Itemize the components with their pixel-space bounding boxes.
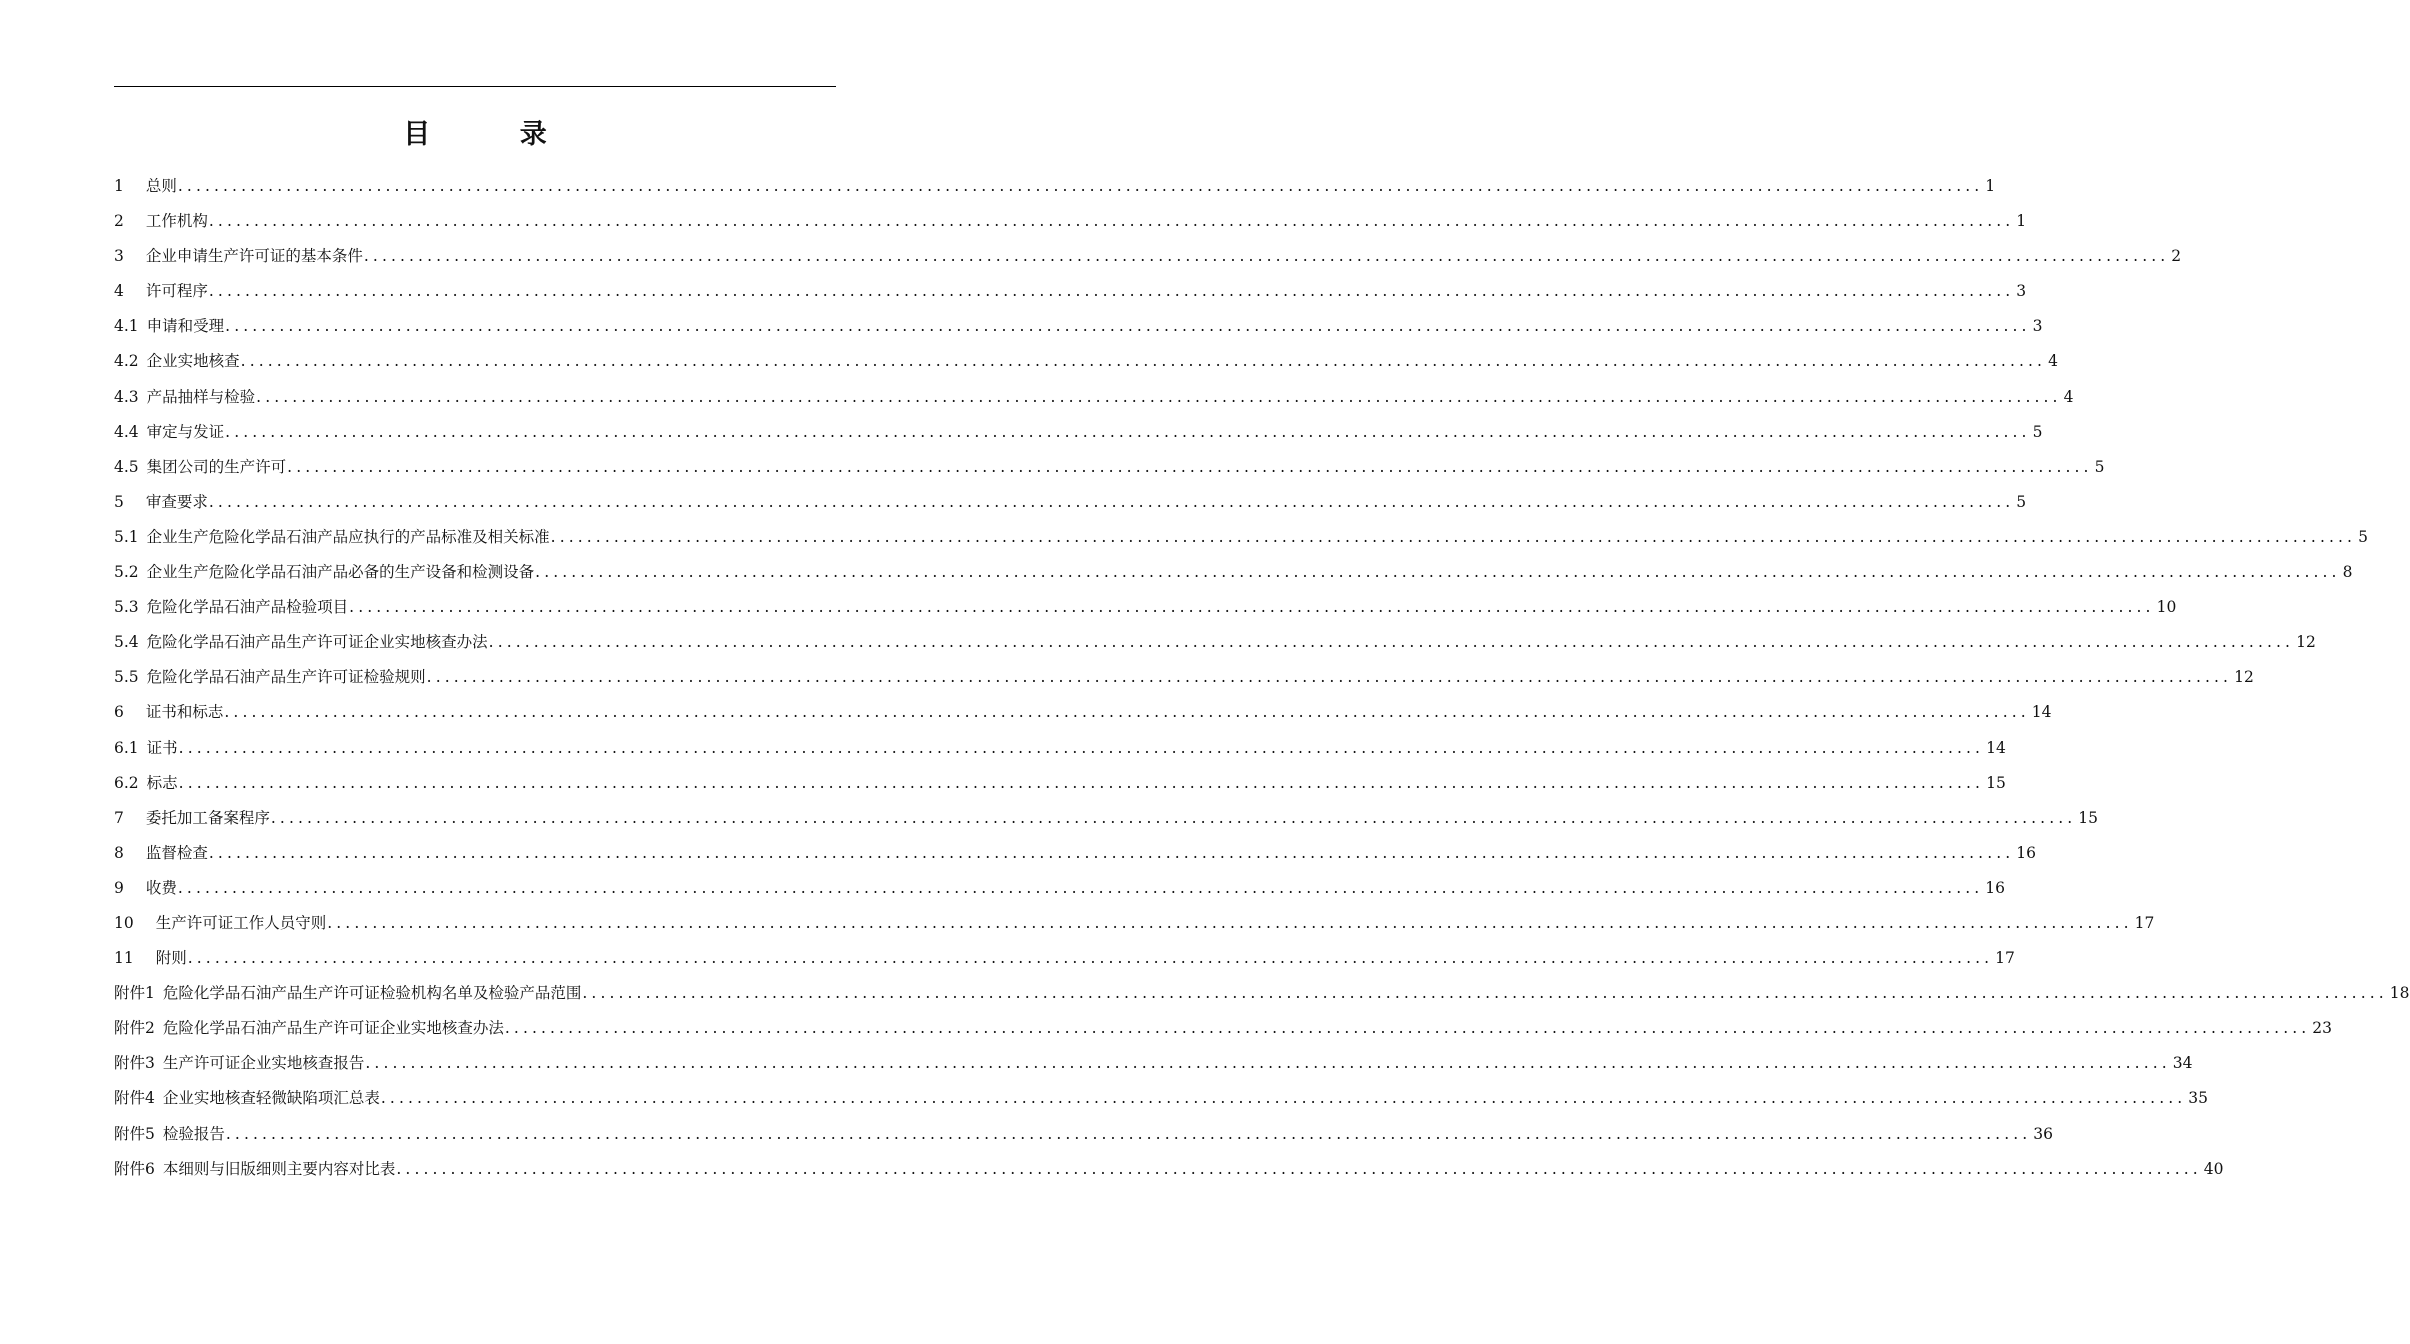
toc-entry-page-number: 3 xyxy=(2016,282,2027,301)
toc-entry[interactable] xyxy=(114,520,2368,555)
toc-entry-page-number: 10 xyxy=(2156,598,2177,617)
dot-leader: ........................................................................................................................................................................................................ xyxy=(178,738,1985,757)
toc-entry-page-number: 36 xyxy=(2033,1124,2054,1143)
toc-entry-page-number: 2 xyxy=(2171,247,2182,266)
toc-entry-number: 4 xyxy=(114,282,124,301)
toc-entry-number: 附件1 xyxy=(114,984,155,1003)
dot-leader: ........................................................................................................................................................................................................ xyxy=(177,878,1984,897)
toc-entry-number: 附件6 xyxy=(114,1159,155,1178)
toc-entry[interactable] xyxy=(114,309,2043,344)
dot-leader: ........................................................................................................................................................................................................ xyxy=(426,668,2233,687)
toc-entry-number: 附件5 xyxy=(114,1124,155,1143)
dot-leader: ........................................................................................................................................................................................................ xyxy=(365,1054,2171,1073)
toc-entry-title: 生产许可证企业实地核查报告 xyxy=(162,1054,365,1073)
toc-entry-title: 危险化学品石油产品生产许可证企业实地核查办法 xyxy=(162,1019,504,1038)
toc-entry[interactable] xyxy=(114,169,1996,204)
toc-entry[interactable] xyxy=(114,941,2015,976)
toc-entry-title: 审查要求 xyxy=(145,492,208,511)
dot-leader: ........................................................................................................................................................................................................ xyxy=(208,282,2015,301)
toc-entry[interactable] xyxy=(114,1117,2054,1152)
toc-entry-page-number: 35 xyxy=(2188,1089,2209,1108)
toc-entry[interactable] xyxy=(114,625,2316,660)
toc-entry[interactable] xyxy=(114,590,2177,625)
dot-leader: ........................................................................................................................................................................................................ xyxy=(178,773,1985,792)
toc-entry-number: 5.4 xyxy=(114,633,139,652)
toc-entry-title: 企业生产危险化学品石油产品应执行的产品标准及相关标准 xyxy=(146,527,550,546)
toc-entry-page-number: 5 xyxy=(2094,457,2105,476)
toc-entry[interactable] xyxy=(114,239,2182,274)
toc-entry[interactable] xyxy=(114,1152,2224,1187)
toc-entry-page-number: 15 xyxy=(2078,808,2099,827)
dot-leader: ........................................................................................................................................................................................................ xyxy=(349,598,2155,617)
toc-entry[interactable] xyxy=(114,344,2058,379)
toc-entry[interactable] xyxy=(114,836,2037,871)
toc-entry-title: 申请和受理 xyxy=(146,317,225,336)
dot-leader: ........................................................................................................................................................................................................ xyxy=(504,1019,2311,1038)
toc-entry-title: 危险化学品石油产品生产许可证检验规则 xyxy=(146,668,426,687)
toc-entry-title: 危险化学品石油产品生产许可证检验机构名单及检验产品范围 xyxy=(162,984,582,1003)
toc-entry-page-number: 16 xyxy=(1985,878,2006,897)
dot-leader: ........................................................................................................................................................................................................ xyxy=(177,177,1984,195)
toc-entry-number: 3 xyxy=(114,247,124,266)
dot-leader: ........................................................................................................................................................................................................ xyxy=(208,843,2015,862)
toc-entry[interactable] xyxy=(114,1011,2333,1046)
toc-entry[interactable] xyxy=(114,555,2353,590)
dot-leader: ........................................................................................................................................................................................................ xyxy=(225,422,2031,441)
toc-entry-page-number: 5 xyxy=(2016,492,2027,511)
dot-leader: ........................................................................................................................................................................................................ xyxy=(550,527,2357,546)
toc-entry-title: 监督检查 xyxy=(145,843,208,862)
toc-entry-page-number: 12 xyxy=(2296,633,2316,652)
dot-leader: ........................................................................................................................................................................................................ xyxy=(240,352,2047,371)
toc-entry-page-number: 17 xyxy=(2134,913,2155,932)
toc-entry-number: 附件2 xyxy=(114,1019,155,1038)
dot-leader: ........................................................................................................................................................................................................ xyxy=(535,563,2341,582)
toc-entry[interactable] xyxy=(114,976,2410,1011)
toc-entry-number: 4.1 xyxy=(114,317,139,336)
toc-entry[interactable] xyxy=(114,485,2027,520)
toc-entry-page-number: 12 xyxy=(2234,668,2254,687)
toc-entry-number: 1 xyxy=(114,177,124,195)
toc-entry-number: 11 xyxy=(114,949,134,968)
toc-entry[interactable] xyxy=(114,450,2105,485)
toc-entry-number: 10 xyxy=(114,913,134,932)
toc-entry-title: 集团公司的生产许可 xyxy=(146,457,287,476)
toc-entry[interactable] xyxy=(114,1046,2193,1081)
dot-leader: ........................................................................................................................................................................................................ xyxy=(208,492,2015,511)
toc-entry-page-number: 1 xyxy=(2016,212,2027,231)
toc-entry-page-number: 17 xyxy=(1995,949,2015,968)
dot-leader: ........................................................................................................................................................................................................ xyxy=(224,703,2030,722)
toc-entry[interactable] xyxy=(114,660,2254,695)
toc-entry-page-number: 4 xyxy=(2048,352,2058,371)
toc-entry-title: 产品抽样与检验 xyxy=(146,387,256,406)
toc-entry-page-number: 18 xyxy=(2389,984,2410,1003)
dot-leader: ........................................................................................................................................................................................................ xyxy=(256,387,2062,406)
dot-leader: ........................................................................................................................................................................................................ xyxy=(488,633,2295,652)
toc-entry-title: 本细则与旧版细则主要内容对比表 xyxy=(162,1159,396,1178)
toc-entry-title: 委托加工备案程序 xyxy=(145,808,270,827)
toc-entry-number: 2 xyxy=(114,212,124,231)
dot-leader: ........................................................................................................................................................................................................ xyxy=(208,212,2015,231)
toc-entry[interactable] xyxy=(114,380,2074,415)
toc-entry-number: 4.3 xyxy=(114,387,139,406)
toc-entry-page-number: 23 xyxy=(2312,1019,2333,1038)
toc-entry-title: 附则 xyxy=(155,949,187,968)
toc-entry-title: 企业实地核查轻微缺陷项汇总表 xyxy=(162,1089,380,1108)
dot-leader: ........................................................................................................................................................................................................ xyxy=(396,1159,2202,1178)
toc-entry-title: 标志 xyxy=(146,773,178,792)
toc-entry-page-number: 1 xyxy=(1985,177,1996,195)
toc-entry-number: 4.4 xyxy=(114,422,139,441)
toc-entry-page-number: 40 xyxy=(2203,1159,2224,1178)
toc-entry-title: 总则 xyxy=(145,177,177,195)
toc-entry-page-number: 14 xyxy=(2031,703,2052,722)
dot-leader: ........................................................................................................................................................................................................ xyxy=(287,457,2093,476)
toc-entry-page-number: 3 xyxy=(2032,317,2043,336)
table-of-contents xyxy=(114,169,2410,1187)
toc-entry[interactable] xyxy=(114,204,2027,239)
toc-entry[interactable] xyxy=(114,766,2006,801)
toc-entry-number: 6.2 xyxy=(114,773,139,792)
dot-leader: ........................................................................................................................................................................................................ xyxy=(225,317,2031,336)
toc-entry-title: 工作机构 xyxy=(145,212,208,231)
toc-entry-number: 5.2 xyxy=(114,563,139,582)
toc-entry-title: 企业生产危险化学品石油产品必备的生产设备和检测设备 xyxy=(146,563,535,582)
toc-entry-number: 9 xyxy=(114,878,124,897)
toc-entry[interactable] xyxy=(114,695,2052,730)
toc-entry-number: 5.3 xyxy=(114,598,139,617)
toc-entry-title: 企业申请生产许可证的基本条件 xyxy=(145,247,363,266)
toc-entry-page-number: 8 xyxy=(2342,563,2353,582)
toc-title: 目 录 xyxy=(403,119,587,150)
toc-entry-page-number: 15 xyxy=(1986,773,2006,792)
toc-entry[interactable] xyxy=(114,906,2155,941)
dot-leader: ........................................................................................................................................................................................................ xyxy=(327,913,2133,932)
dot-leader: ........................................................................................................................................................................................................ xyxy=(363,247,2170,266)
toc-entry-number: 附件3 xyxy=(114,1054,155,1073)
toc-entry-number: 4.2 xyxy=(114,352,139,371)
toc-entry-page-number: 34 xyxy=(2172,1054,2193,1073)
toc-entry-number: 4.5 xyxy=(114,457,139,476)
toc-entry-title: 检验报告 xyxy=(162,1124,225,1143)
toc-entry-title: 企业实地核查 xyxy=(146,352,240,371)
dot-leader: ........................................................................................................................................................................................................ xyxy=(225,1124,2032,1143)
toc-entry-title: 收费 xyxy=(145,878,177,897)
header-rule xyxy=(114,86,836,87)
toc-entry-title: 危险化学品石油产品检验项目 xyxy=(146,598,349,617)
toc-entry-page-number: 5 xyxy=(2032,422,2043,441)
dot-leader: ........................................................................................................................................................................................................ xyxy=(380,1089,2187,1108)
toc-entry-number: 5.5 xyxy=(114,668,139,687)
toc-entry[interactable] xyxy=(114,1081,2209,1116)
toc-entry-title: 证书和标志 xyxy=(145,703,224,722)
toc-entry-number: 7 xyxy=(114,808,124,827)
toc-entry-title: 生产许可证工作人员守则 xyxy=(155,913,327,932)
dot-leader: ........................................................................................................................................................................................................ xyxy=(582,984,2388,1003)
toc-entry[interactable] xyxy=(114,871,2006,906)
toc-entry[interactable] xyxy=(114,801,2099,836)
toc-entry-page-number: 16 xyxy=(2016,843,2037,862)
toc-entry-page-number: 5 xyxy=(2358,527,2368,546)
toc-entry-title: 许可程序 xyxy=(145,282,208,301)
dot-leader: ........................................................................................................................................................................................................ xyxy=(187,949,1994,968)
toc-entry-title: 证书 xyxy=(146,738,178,757)
toc-entry-title: 危险化学品石油产品生产许可证企业实地核查办法 xyxy=(146,633,488,652)
toc-entry-page-number: 14 xyxy=(1986,738,2006,757)
toc-entry-page-number: 4 xyxy=(2063,387,2074,406)
toc-entry-number: 6 xyxy=(114,703,124,722)
toc-entry[interactable] xyxy=(114,274,2027,309)
toc-entry[interactable] xyxy=(114,415,2043,450)
toc-entry-title: 审定与发证 xyxy=(146,422,225,441)
toc-entry-number: 6.1 xyxy=(114,738,139,757)
toc-entry[interactable] xyxy=(114,731,2006,766)
toc-entry-number: 5 xyxy=(114,492,124,511)
toc-entry-number: 5.1 xyxy=(114,527,139,546)
toc-entry-number: 8 xyxy=(114,843,124,862)
dot-leader: ........................................................................................................................................................................................................ xyxy=(270,808,2077,827)
toc-entry-number: 附件4 xyxy=(114,1089,155,1108)
